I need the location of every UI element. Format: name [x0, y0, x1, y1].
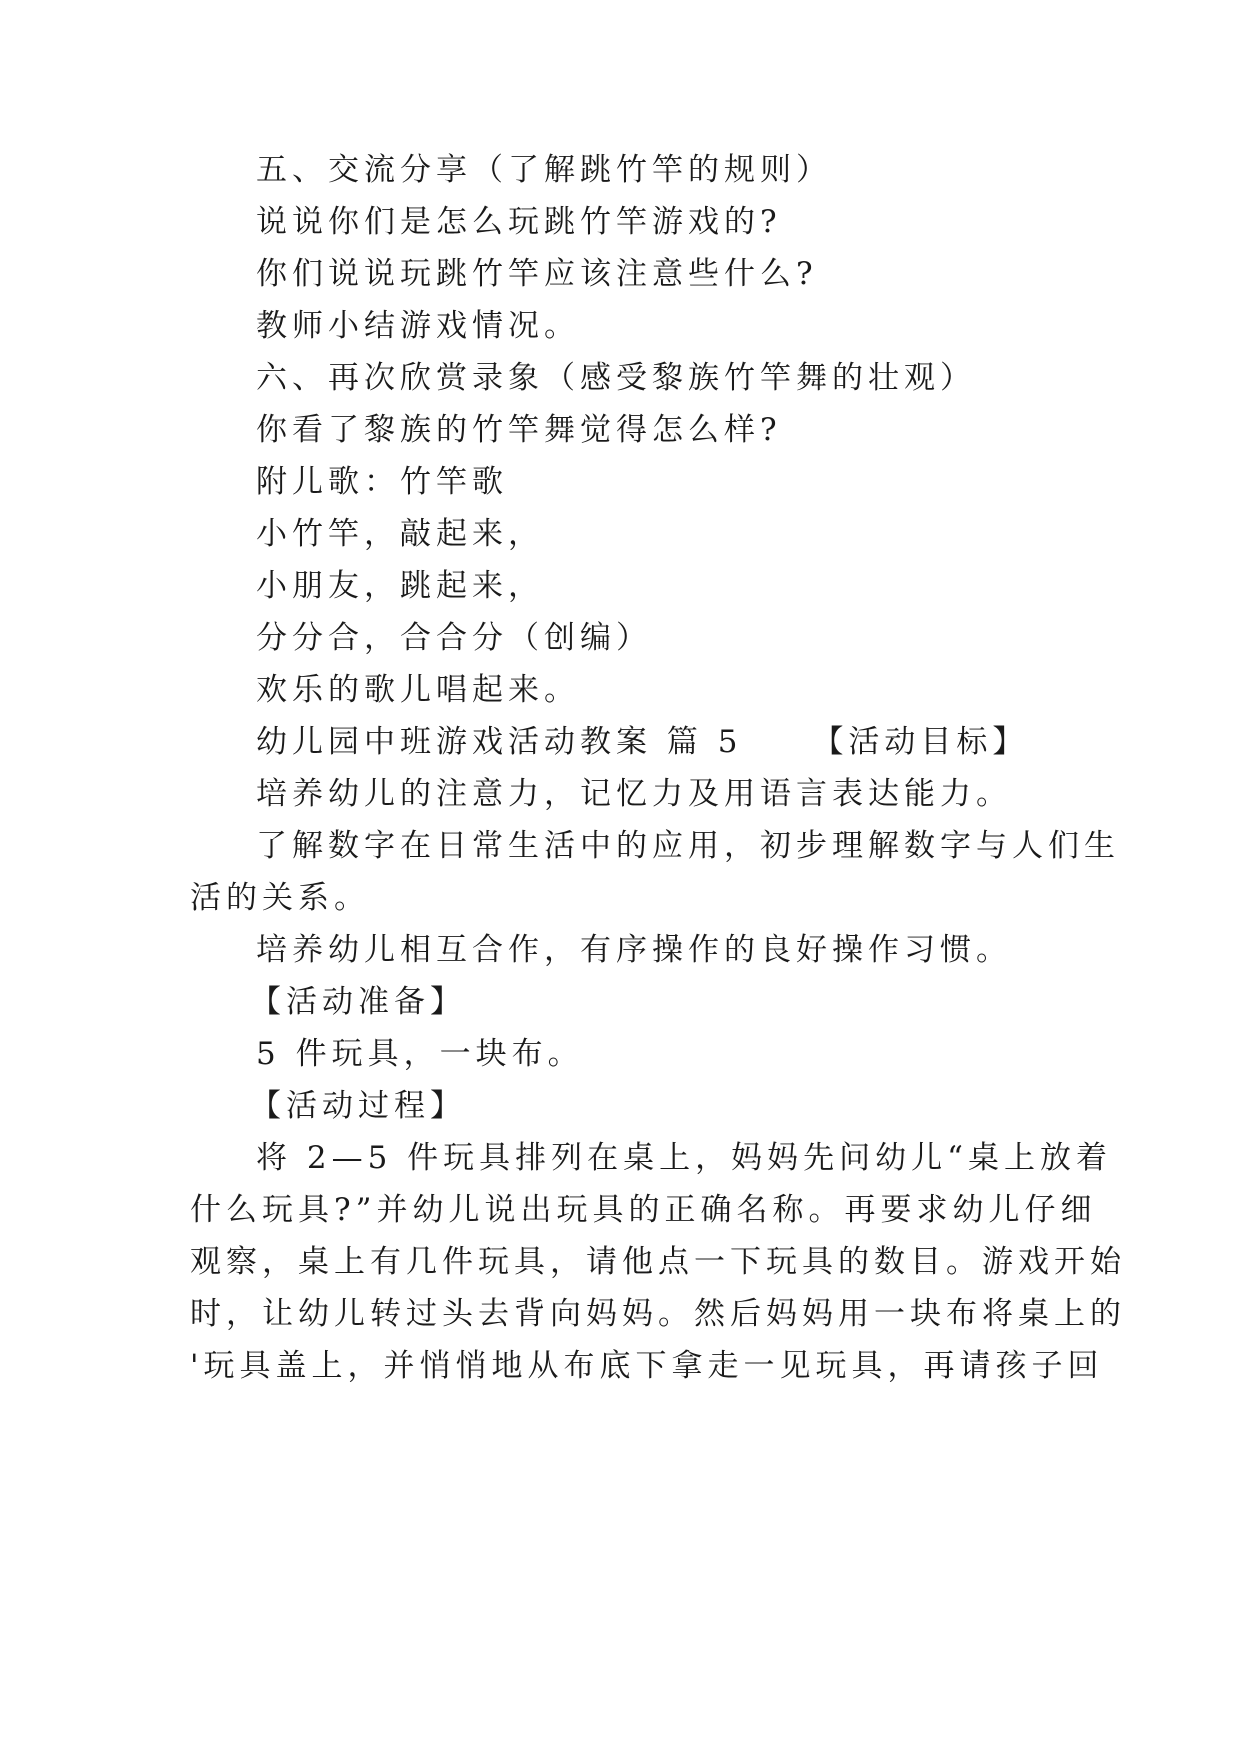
song-line: 小朋友，跳起来， — [256, 568, 544, 604]
paragraph-line: 说说你们是怎么玩跳竹竿游戏的? — [256, 204, 782, 240]
goal-item-continued: 活的关系。 — [190, 880, 370, 916]
lesson-title-row — [256, 722, 1028, 762]
paragraph-line: 你们说说玩跳竹竿应该注意些什么? — [256, 256, 818, 292]
goal-item: 了解数字在日常生活中的应用，初步理解数字与人们生 — [256, 828, 1120, 864]
process-line: 时，让幼儿转过头去背向妈妈。然后妈妈用一块布将桌上的 — [190, 1296, 1126, 1332]
song-line: 欢乐的歌儿唱起来。 — [256, 672, 580, 708]
lesson-title: 幼儿园中班游戏活动教案 篇 5 — [256, 724, 743, 760]
process-line: 将 2—5 件玩具排列在桌上，妈妈先问幼儿“桌上放着 — [256, 1140, 1113, 1176]
paragraph-line: 你看了黎族的竹竿舞觉得怎么样? — [256, 412, 782, 448]
section-heading-5: 五、交流分享（了解跳竹竿的规则） — [256, 152, 832, 188]
goal-item: 培养幼儿相互合作，有序操作的良好操作习惯。 — [256, 932, 1012, 968]
process-line: 什么玩具?”并幼儿说出玩具的正确名称。再要求幼儿仔细 — [190, 1192, 1097, 1228]
song-title: 附儿歌：竹竿歌 — [256, 464, 508, 500]
song-line: 分分合，合合分（创编） — [256, 620, 652, 656]
goal-heading: 【活动目标】 — [812, 724, 1029, 760]
prep-text: 5 件玩具，一块布。 — [256, 1036, 584, 1072]
process-heading: 【活动过程】 — [250, 1088, 466, 1124]
prep-heading: 【活动准备】 — [250, 984, 466, 1020]
paragraph-line: 教师小结游戏情况。 — [256, 308, 580, 344]
process-line: 观察，桌上有几件玩具，请他点一下玩具的数目。游戏开始 — [190, 1244, 1126, 1280]
song-line: 小竹竿，敲起来， — [256, 516, 544, 552]
process-line: '玩具盖上，并悄悄地从布底下拿走一见玩具，再请孩子回 — [190, 1348, 1104, 1384]
section-heading-6: 六、再次欣赏录象（感受黎族竹竿舞的壮观） — [256, 360, 976, 396]
goal-item: 培养幼儿的注意力，记忆力及用语言表达能力。 — [256, 776, 1012, 812]
